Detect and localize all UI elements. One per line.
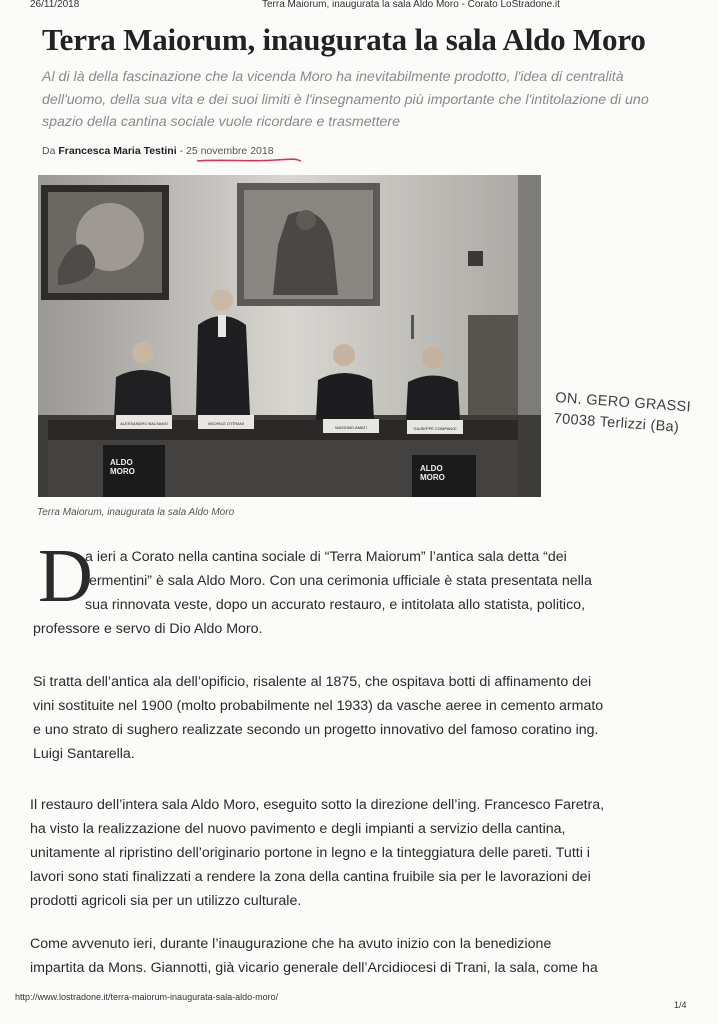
paragraph-3 — [30, 793, 604, 913]
stamp-line-1: ON. GERO GRASSI — [554, 389, 692, 416]
paragraph-line: Il restauro dell’intera sala Aldo Moro, eseguito sotto la direzione dell’ing. Francesco Faretra, — [30, 797, 605, 813]
publish-date: 25 novembre 2018 — [185, 145, 274, 157]
paragraph-line: Si tratta dell’antica ala dell’opificio, risalente al 1875, che ospitava botti di affinamento dei — [33, 674, 592, 690]
wall-switch — [411, 315, 414, 339]
painting-left — [41, 185, 169, 300]
stamp-line-2: 70038 Terlizzi (Ba) — [553, 410, 680, 436]
paragraph-line: impartita da Mons. Giannotti, già vicario generale dell’Arcidiocesi di Trani, la sala, come ha — [30, 960, 598, 976]
handwritten-underline — [196, 158, 302, 163]
nameplate-1-text: ALESSANDRO BALSAMO — [120, 421, 168, 426]
nameplate-3-text: MASSIMO AMATI — [335, 425, 367, 430]
rubber-stamp — [553, 388, 691, 439]
banner-right-line2: MORO — [420, 473, 445, 482]
nameplate-2-text: MICHELE D'ITRANI — [208, 421, 244, 426]
banner-left-line2: MORO — [110, 467, 135, 476]
print-date: 26/11/2018 — [30, 0, 80, 10]
drop-cap: D — [38, 534, 93, 618]
nameplate-4-text: GIUSEPPE COMPANGI — [413, 426, 457, 431]
banner-left-line1: ALDO — [110, 458, 133, 467]
byline — [42, 145, 274, 157]
print-header-title: Terra Maiorum, inaugurata la sala Aldo Moro - Corato LoStradone.it — [262, 0, 560, 10]
paragraph-line: e uno strato di sughero realizzate secondo un progetto innovativo del famoso coratino ing. — [33, 722, 599, 738]
paragraph-line: lavori sono stati finalizzati a rendere la zona della cantina fruibile sia per le lavorazioni dei — [30, 869, 591, 885]
banner-right-line1: ALDO — [420, 464, 443, 473]
page-number: 1/4 — [674, 1000, 687, 1010]
paragraph-line: professore e servo di Dio Aldo Moro. — [33, 621, 263, 637]
painting-center — [237, 183, 380, 306]
paragraph-line: sua rinnovata veste, dopo un accurato restauro, e intitolata allo statista, politico, — [85, 597, 586, 613]
paragraph-4 — [30, 932, 598, 980]
article-subtitle: Al di là della fascinazione che la vicenda Moro ha inevitabilmente prodotto, l'idea di centralità dell'uomo, della sua vita e dei suoi limiti è l'insegnamento più importante che l'intitolazione di uno spazio della cantina sociale vuole ricordare e trasmettere — [42, 69, 649, 130]
photo-caption: Terra Maiorum, inaugurata la sala Aldo Moro — [37, 507, 235, 518]
byline-separator: - — [179, 145, 184, 157]
print-footer-url: http://www.lostradone.it/terra-maiorum-inaugurata-sala-aldo-moro/ — [15, 992, 279, 1002]
article-photo — [38, 175, 541, 497]
paragraph-line: ha visto la realizzazione del nuovo pavimento e degli impianti a servizio della cantina, — [30, 821, 566, 837]
wall-plate — [468, 251, 483, 266]
paragraph-line: fermentini” è sala Aldo Moro. Con una cerimonia ufficiale è stata presentata nella — [85, 573, 592, 589]
event-photo-illustration — [38, 175, 541, 497]
paragraph-line: unitamente al ripristino dell’originario portone in legno e la tinteggiatura delle pareti. Tutti i — [30, 845, 590, 861]
article-title: Terra Maiorum, inaugurata la sala Aldo Moro — [42, 22, 646, 57]
byline-prefix: Da — [42, 145, 56, 157]
paragraph-line: a ieri a Corato nella cantina sociale di “Terra Maiorum” l’antica sala detta “dei — [85, 549, 567, 565]
paragraph-2 — [33, 670, 603, 766]
author-link[interactable]: Francesca Maria Testini — [58, 145, 177, 157]
paragraph-line: Come avvenuto ieri, durante l’inaugurazione che ha avuto inizio con la benedizione — [30, 936, 552, 952]
paragraph-line: vini sostituite nel 1900 (molto probabilmente nel 1933) da vasche aeree in cemento armato — [33, 698, 604, 714]
paragraph-line: Luigi Santarella. — [33, 746, 135, 762]
paragraph-line: prodotti agricoli sia per un utilizzo culturale. — [30, 893, 302, 909]
paragraph-1-tail — [33, 617, 262, 641]
paragraph-1-lead — [85, 545, 592, 617]
